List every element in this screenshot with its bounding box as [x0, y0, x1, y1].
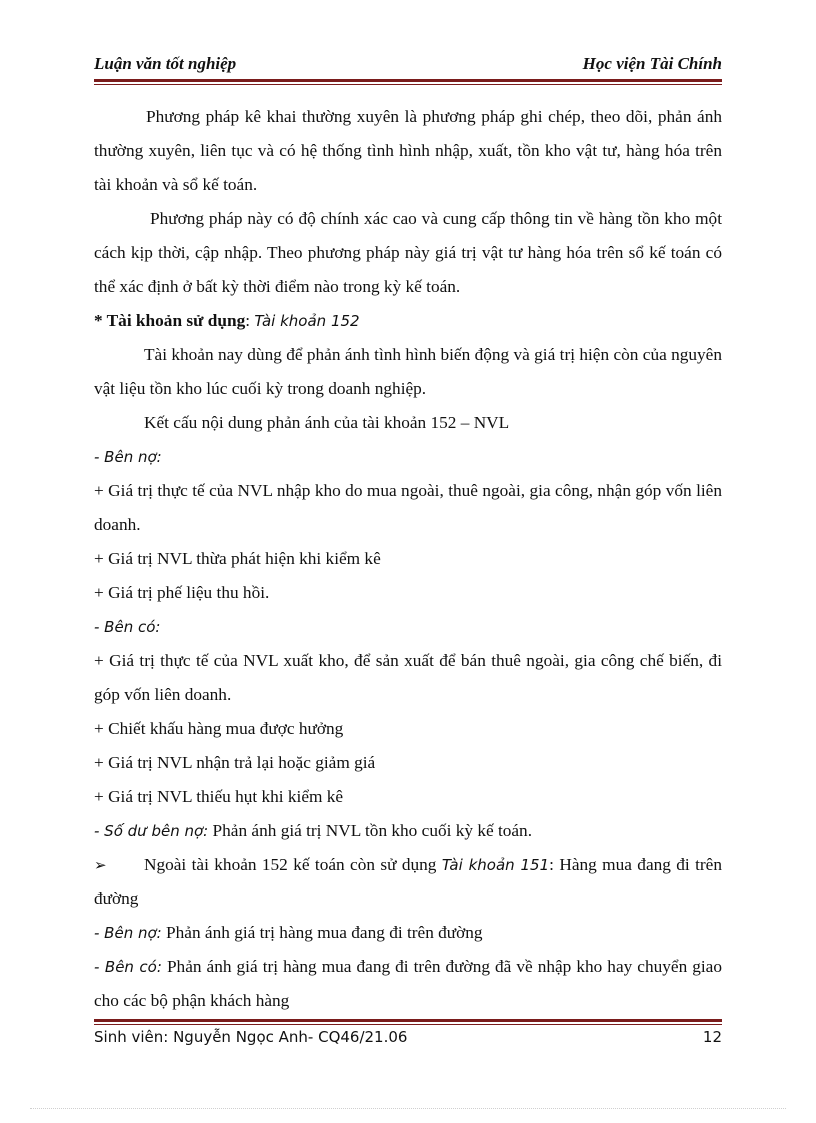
paragraph-method-definition: Phương pháp kê khai thường xuyên là phương pháp ghi chép, theo dõi, phản ánh thường xuyên, liên tục và có hệ thống tình hình nhập, xuất, tồn kho vật tư, hàng hóa trên tài khoản và sổ kế toán.: [94, 107, 722, 194]
account-151-debit-line: - Bên nợ: Phản ánh giá trị hàng mua đang đi trên đường: [94, 923, 483, 942]
header-rule-thin: [94, 84, 722, 85]
paragraph-account-structure: Kết cấu nội dung phản ánh của tài khoản 152 – NVL: [144, 413, 510, 432]
paragraph-method-accuracy: Phương pháp này có độ chính xác cao và cung cấp thông tin về hàng tồn kho một cách kịp thời, cập nhập. Theo phương pháp này giá trị vật tư hàng hóa trên sổ kế toán có thể xác định ở bất kỳ thời điểm nào trong kỳ kế toán.: [94, 209, 722, 296]
student-info: Sinh viên: Nguyễn Ngọc Anh- CQ46/21.06: [94, 1028, 408, 1046]
debit-item: + Giá trị thực tế của NVL nhập kho do mua ngoài, thuê ngoài, gia công, nhận góp vốn liên doanh.: [94, 481, 722, 534]
credit-item: + Giá trị thực tế của NVL xuất kho, để sản xuất để bán thuê ngoài, gia công chế biến, đi góp vốn liên doanh.: [94, 651, 722, 704]
debit-side-heading: - Bên nợ:: [94, 448, 162, 466]
page-header: [94, 52, 722, 78]
arrow-bullet-icon: ➢: [94, 856, 107, 874]
footer-rule-thin: [94, 1024, 722, 1025]
account-used-label: * Tài khoản sử dụng: [94, 311, 246, 330]
page-footer: [94, 1028, 722, 1054]
thesis-title: Luận văn tốt nghiệp: [94, 54, 237, 73]
debit-balance-line: [94, 814, 722, 848]
page-number: 12: [702, 1028, 722, 1046]
credit-item: + Giá trị NVL thiếu hụt khi kiểm kê: [94, 787, 344, 806]
credit-side-heading: - Bên có:: [94, 618, 161, 636]
header-rule-thick: [94, 79, 722, 82]
debit-item: + Giá trị phế liệu thu hồi.: [94, 583, 270, 602]
account-used-line: * Tài khoản sử dụng: Tài khoản 152: [94, 311, 360, 330]
account-151-credit-line: - Bên có: Phản ánh giá trị hàng mua đang đi trên đường đã về nhập kho hay chuyển giao cho các bộ phận khách hàng: [94, 957, 722, 1010]
institution-name: Học viện Tài Chính: [582, 54, 722, 73]
account-151-name: Tài khoản 151: [441, 856, 550, 874]
debit-balance-text: Phản ánh giá trị NVL tồn kho cuối kỳ kế toán.: [208, 821, 533, 840]
page-edge-divider: [30, 1108, 786, 1109]
page-body: [94, 100, 722, 1018]
debit-item: + Giá trị NVL thừa phát hiện khi kiểm kê: [94, 549, 381, 568]
account-used-value: Tài khoản 152: [254, 312, 360, 330]
credit-item: + Giá trị NVL nhận trả lại hoặc giảm giá: [94, 753, 376, 772]
footer-rule-thick: [94, 1019, 722, 1022]
paragraph-account-purpose: Tài khoản nay dùng để phản ánh tình hình biến động và giá trị hiện còn của nguyên vật liệu tồn kho lúc cuối kỳ trong doanh nghiệp.: [94, 345, 722, 398]
account-151-paragraph: ➢ Ngoài tài khoản 152 kế toán còn sử dụng Tài khoản 151: Hàng mua đang đi trên đường: [94, 848, 722, 916]
debit-balance-label: - Số dư bên nợ:: [94, 822, 209, 840]
credit-item: + Chiết khấu hàng mua được hưởng: [94, 719, 344, 738]
